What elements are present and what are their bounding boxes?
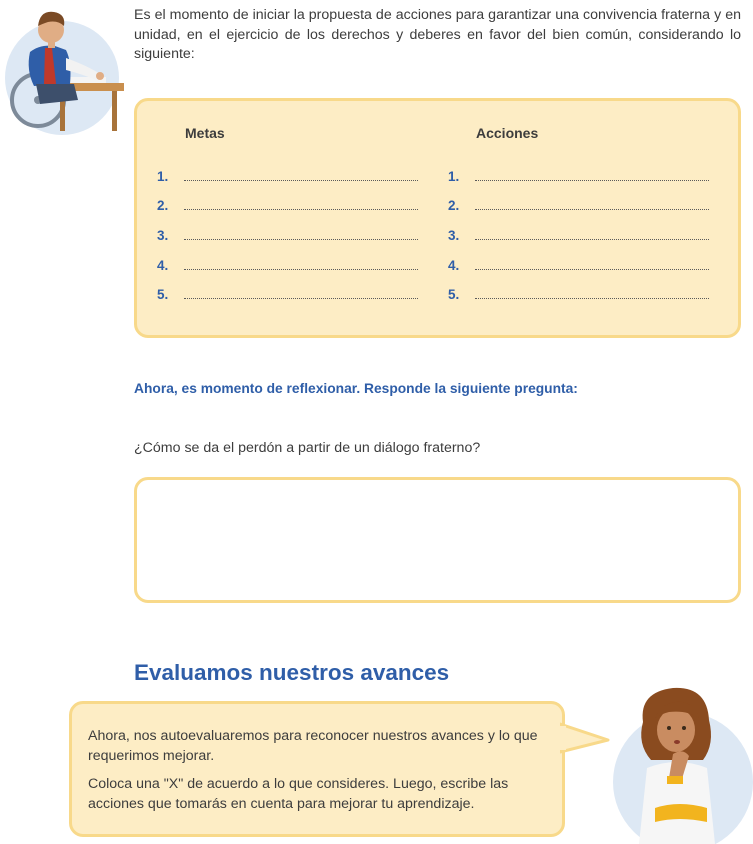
- accion-line-2[interactable]: [448, 198, 710, 214]
- dotted-line: [184, 298, 418, 299]
- accion-number: 5.: [448, 287, 460, 302]
- metas-heading: Metas: [185, 125, 225, 141]
- meta-line-5[interactable]: [157, 287, 419, 303]
- meta-line-3[interactable]: [157, 228, 419, 244]
- accion-line-1[interactable]: [448, 169, 710, 185]
- speech-bubble: [69, 701, 565, 837]
- dotted-line: [184, 269, 418, 270]
- meta-number: 4.: [157, 258, 169, 273]
- accion-line-4[interactable]: [448, 258, 710, 274]
- accion-number: 3.: [448, 228, 460, 243]
- answer-box[interactable]: [134, 477, 741, 603]
- dotted-line: [475, 180, 709, 181]
- accion-number: 4.: [448, 258, 460, 273]
- goals-actions-box: [134, 98, 741, 338]
- bubble-paragraph-2: Coloca una "X" de acuerdo a lo que consideres. Luego, escribe las acciones que tomarás en cuenta para mejorar tu aprendizaje.: [88, 776, 509, 812]
- meta-number: 1.: [157, 169, 169, 184]
- dotted-line: [475, 269, 709, 270]
- dotted-line: [475, 209, 709, 210]
- student-wheelchair-illustration: [0, 0, 125, 135]
- meta-line-1[interactable]: [157, 169, 419, 185]
- meta-number: 3.: [157, 228, 169, 243]
- dotted-line: [184, 180, 418, 181]
- acciones-heading: Acciones: [476, 125, 539, 141]
- intro-paragraph: Es el momento de iniciar la propuesta de acciones para garantizar una convivencia fraterna y en unidad, en el ejercicio de los derechos y deberes en favor del bien común, considerando lo siguiente:: [134, 7, 741, 62]
- meta-line-2[interactable]: [157, 198, 419, 214]
- reflection-heading: Ahora, es momento de reflexionar. Responde la siguiente pregunta:: [134, 381, 578, 396]
- dotted-line: [475, 298, 709, 299]
- meta-line-4[interactable]: [157, 258, 419, 274]
- dotted-line: [184, 209, 418, 210]
- accion-line-5[interactable]: [448, 287, 710, 303]
- bubble-paragraph-1: Ahora, nos autoevaluaremos para reconocer nuestros avances y lo que requerimos mejorar.: [88, 728, 538, 764]
- thinking-girl-illustration: [603, 682, 753, 844]
- accion-number: 1.: [448, 169, 460, 184]
- section-title: Evaluamos nuestros avances: [134, 660, 450, 685]
- meta-number: 5.: [157, 287, 169, 302]
- dotted-line: [184, 239, 418, 240]
- reflection-question: ¿Cómo se da el perdón a partir de un diálogo fraterno?: [134, 440, 481, 456]
- accion-number: 2.: [448, 198, 460, 213]
- accion-line-3[interactable]: [448, 228, 710, 244]
- dotted-line: [475, 239, 709, 240]
- meta-number: 2.: [157, 198, 169, 213]
